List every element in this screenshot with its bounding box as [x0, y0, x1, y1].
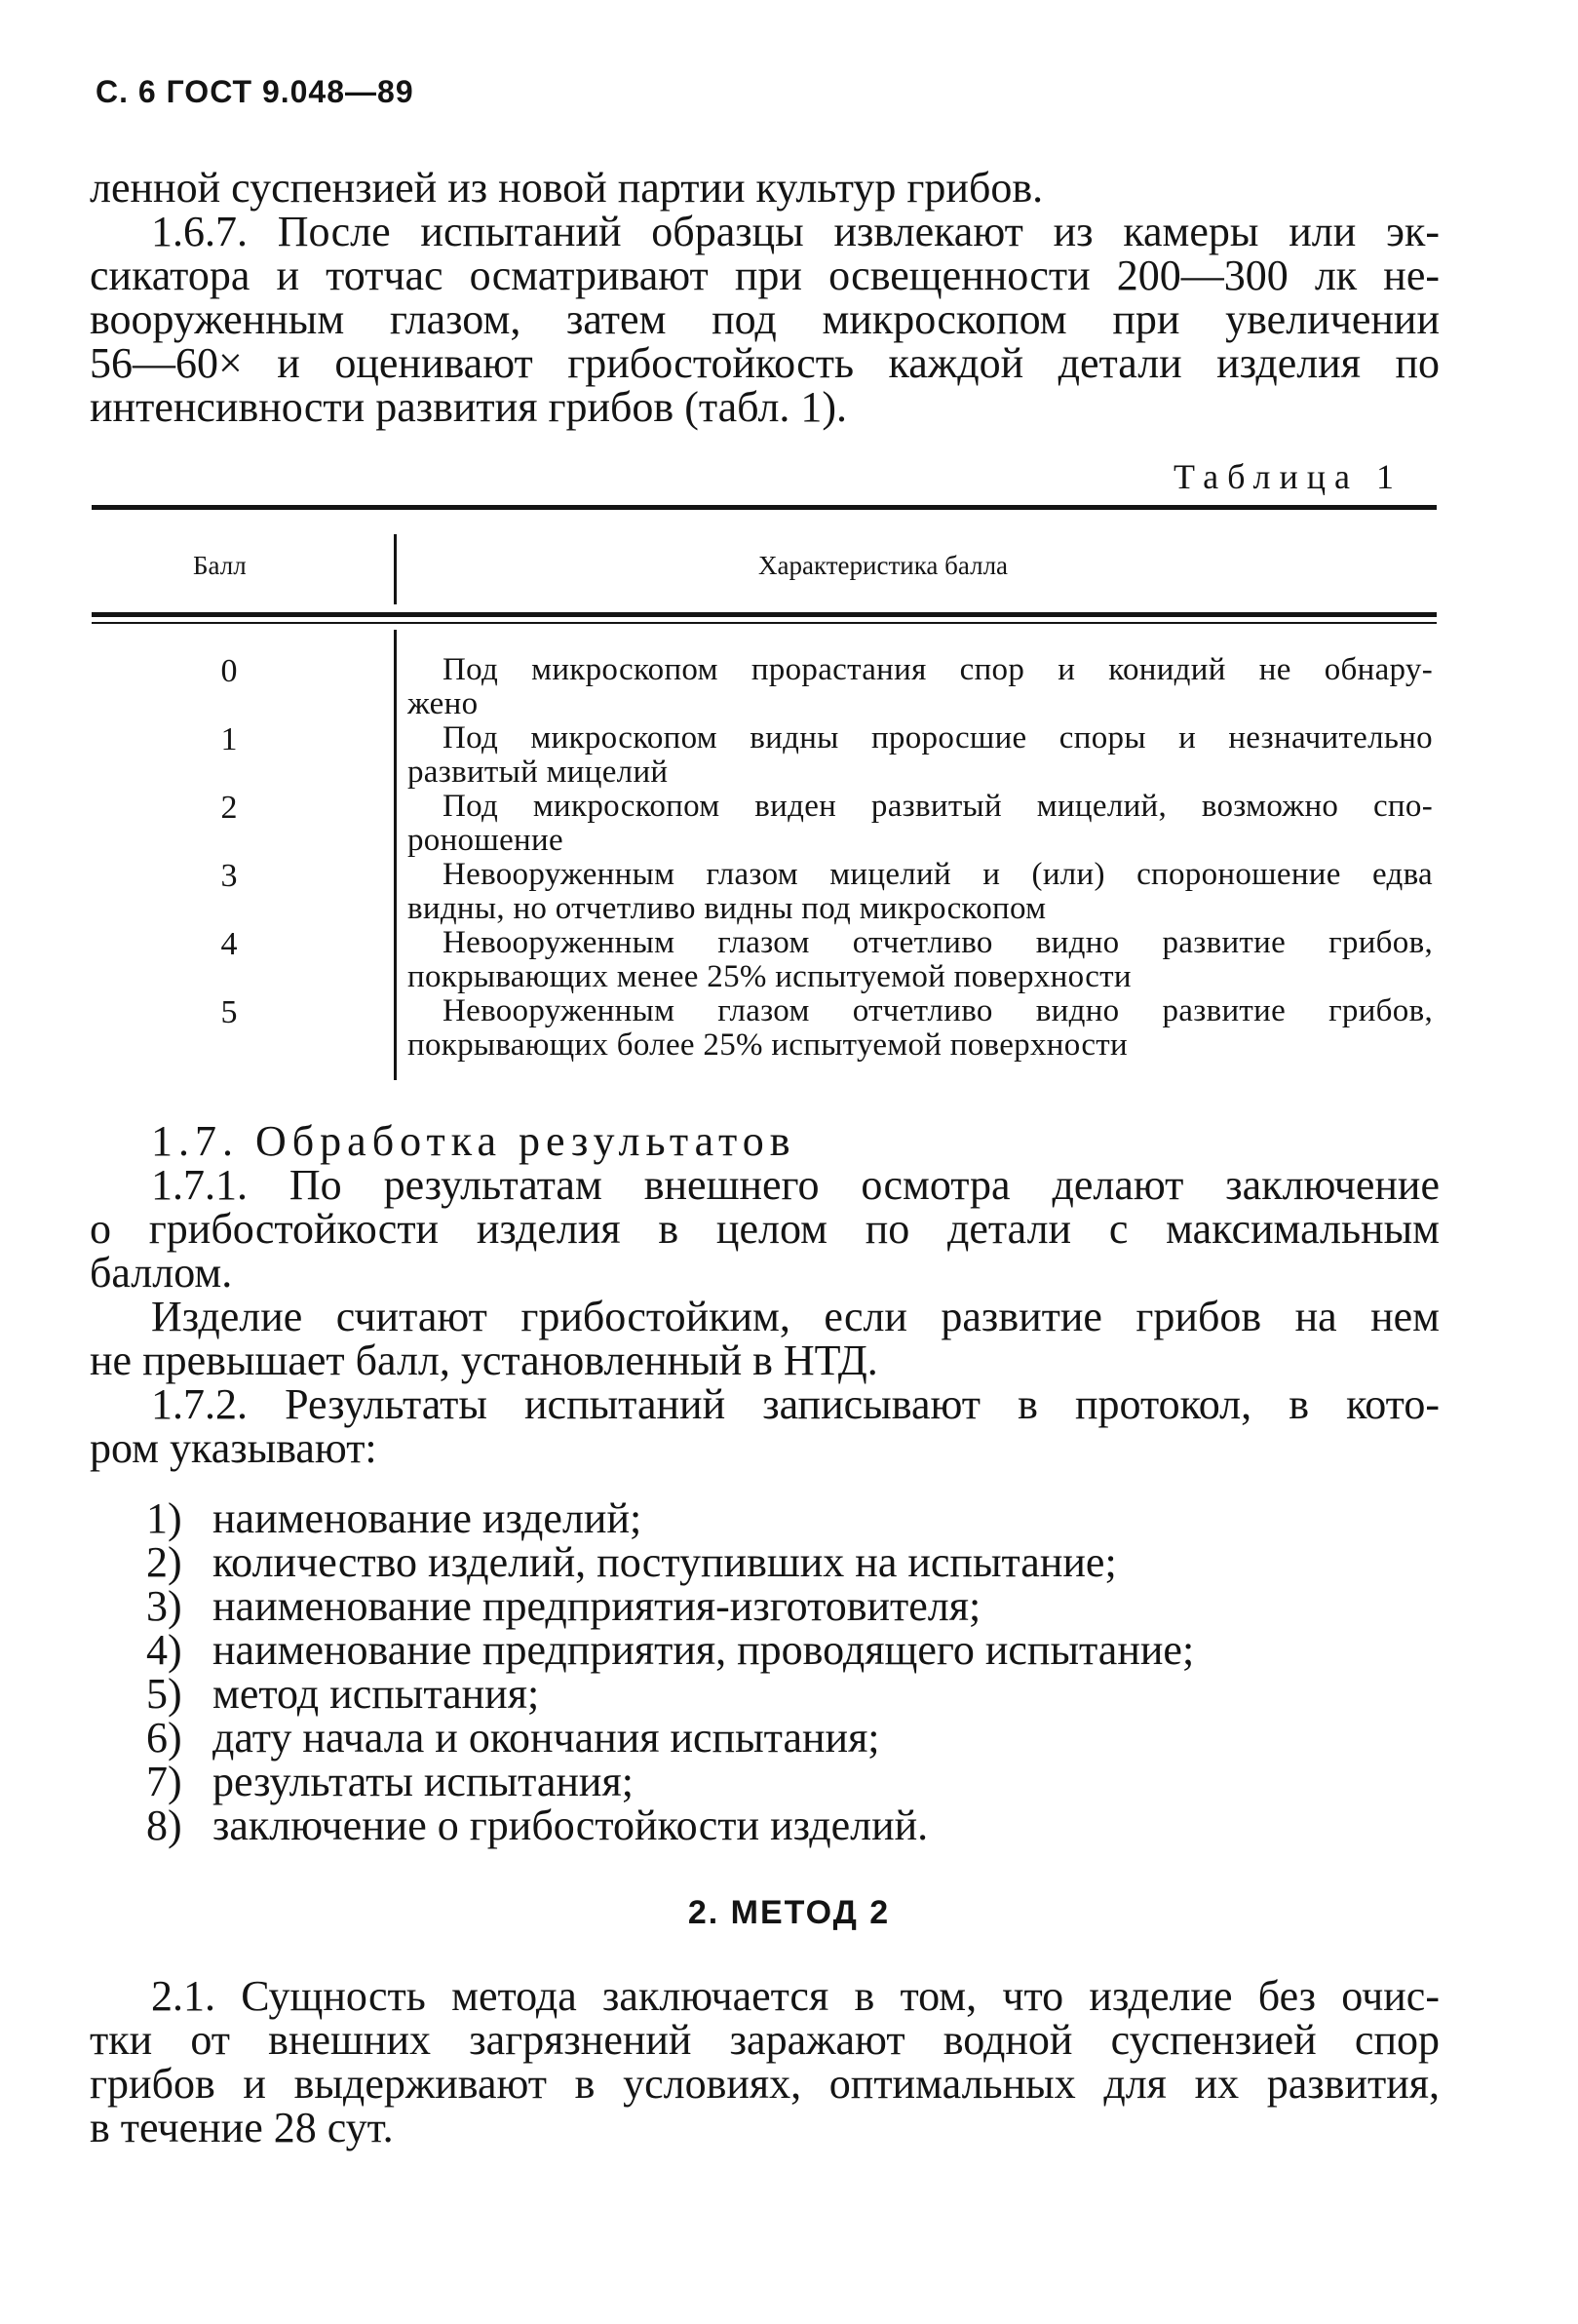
table-body-divider: [394, 630, 397, 1080]
text-line: грибов и выдерживают в условиях, оптимальных для их развития,: [90, 2060, 1440, 2108]
list-text: метод испытания;: [212, 1670, 540, 1718]
paragraph-1-6-7: [90, 210, 1440, 429]
description-line: Под микроскопом видны проросшие споры и незначительно: [443, 720, 1433, 755]
text-line: ром указывают:: [90, 1424, 377, 1472]
description-line: Невооруженным глазом отчетливо видно развитие грибов,: [443, 925, 1433, 960]
intro-block: [90, 166, 1440, 429]
list-text: заключение о грибостойкости изделий.: [212, 1801, 929, 1849]
list-item: [146, 1716, 1194, 1760]
text-line: 1.6.7. После испытаний образцы извлекают из камеры или эк-: [151, 208, 1440, 255]
text-line: интенсивности развития грибов (табл. 1).: [90, 383, 848, 431]
table-description: [407, 926, 1433, 994]
text-line: 56—60× и оценивают грибостойкость каждой детали изделия по: [90, 339, 1440, 387]
list-text: результаты испытания;: [212, 1758, 634, 1805]
list-text: количество изделий, поступивших на испытание;: [212, 1538, 1117, 1586]
table-header-divider: [394, 534, 397, 604]
table-description: [407, 994, 1433, 1063]
description-line: Невооруженным глазом отчетливо видно развитие грибов,: [443, 993, 1433, 1028]
table-header-rule: [92, 612, 1437, 617]
table-score: 1: [220, 721, 238, 757]
list-number: 5): [146, 1670, 182, 1718]
list-item: [146, 1496, 1194, 1540]
list-number: 7): [146, 1758, 182, 1805]
section-heading-2: 2. МЕТОД 2: [687, 1894, 891, 1931]
description-line: роношение: [407, 823, 563, 858]
text-line: сикатора и тотчас осматривают при освещенности 200—300 лк не-: [90, 252, 1440, 299]
table-score: 3: [220, 858, 238, 894]
table-caption: Таблица 1: [1174, 457, 1403, 496]
list-item: [146, 1540, 1194, 1584]
list-item: [146, 1672, 1194, 1716]
table-header-score: Балл: [193, 551, 247, 580]
text-line: 1.7.2. Результаты испытаний записывают в протокол, в кото-: [151, 1380, 1440, 1428]
list-number: 3): [146, 1582, 182, 1630]
list-text: наименование предприятия, проводящего испытание;: [212, 1626, 1195, 1674]
table-description: [407, 653, 1433, 721]
description-line: покрывающих менее 25% испытуемой поверхности: [407, 959, 1132, 994]
description-line: покрывающих более 25% испытуемой поверхности: [407, 1027, 1128, 1063]
list-item: [146, 1760, 1194, 1803]
section-heading-1-7: 1.7. Обработка результатов: [151, 1117, 796, 1165]
table-score: 0: [220, 653, 238, 689]
description-line: Под микроскопом виден развитый мицелий, возможно спо-: [443, 789, 1433, 824]
table-header-rule-secondary: [92, 622, 1437, 624]
text-line: не превышает балл, установленный в НТД.: [90, 1336, 878, 1384]
description-line: развитый мицелий: [407, 755, 669, 790]
section-1-7: [90, 1119, 1440, 1470]
text-line: Изделие считают грибостойким, если развитие грибов на нем: [151, 1293, 1440, 1340]
text-line: 2.1. Сущность метода заключается в том, что изделие без очис-: [151, 1972, 1440, 2020]
table-description: [407, 858, 1433, 926]
text-line: баллом.: [90, 1249, 233, 1297]
text-line: тки от внешних загрязнений заражают водной суспензией спор: [90, 2016, 1440, 2064]
description-line: жено: [407, 686, 479, 721]
protocol-list: [146, 1496, 1194, 1847]
text-line: в течение 28 сут.: [90, 2104, 394, 2151]
table-top-rule: [92, 505, 1437, 510]
table-description: [407, 790, 1433, 858]
list-number: 8): [146, 1801, 182, 1849]
list-item: [146, 1803, 1194, 1847]
description-line: видны, но отчетливо видны под микроскопом: [407, 891, 1047, 926]
continuation-line: ленной суспензией из новой партии культур грибов.: [90, 164, 1044, 212]
list-number: 4): [146, 1626, 182, 1674]
table-score: 2: [220, 790, 238, 826]
list-number: 6): [146, 1714, 182, 1762]
text-line: о грибостойкости изделия в целом по детали с максимальным: [90, 1205, 1440, 1253]
table-description: [407, 721, 1433, 790]
paragraph-2-1: [90, 1974, 1440, 2150]
table-score: 5: [220, 994, 238, 1030]
table-header-description: Характеристика балла: [758, 551, 1009, 580]
list-number: 2): [146, 1538, 182, 1586]
list-item: [146, 1628, 1194, 1672]
list-text: наименование предприятия-изготовителя;: [212, 1582, 981, 1630]
list-text: наименование изделий;: [212, 1494, 642, 1542]
list-number: 1): [146, 1494, 182, 1542]
description-line: Невооруженным глазом мицелий и (или) спороношение едва: [443, 857, 1433, 892]
text-line: 1.7.1. По результатам внешнего осмотра делают заключение: [151, 1161, 1440, 1209]
table-score: 4: [220, 926, 238, 962]
description-line: Под микроскопом прорастания спор и конидий не обнару-: [443, 652, 1433, 687]
list-item: [146, 1584, 1194, 1628]
text-line: вооруженным глазом, затем под микроскопом при увеличении: [90, 295, 1440, 343]
list-text: дату начала и окончания испытания;: [212, 1714, 880, 1762]
running-header: С. 6 ГОСТ 9.048—89: [96, 74, 414, 109]
